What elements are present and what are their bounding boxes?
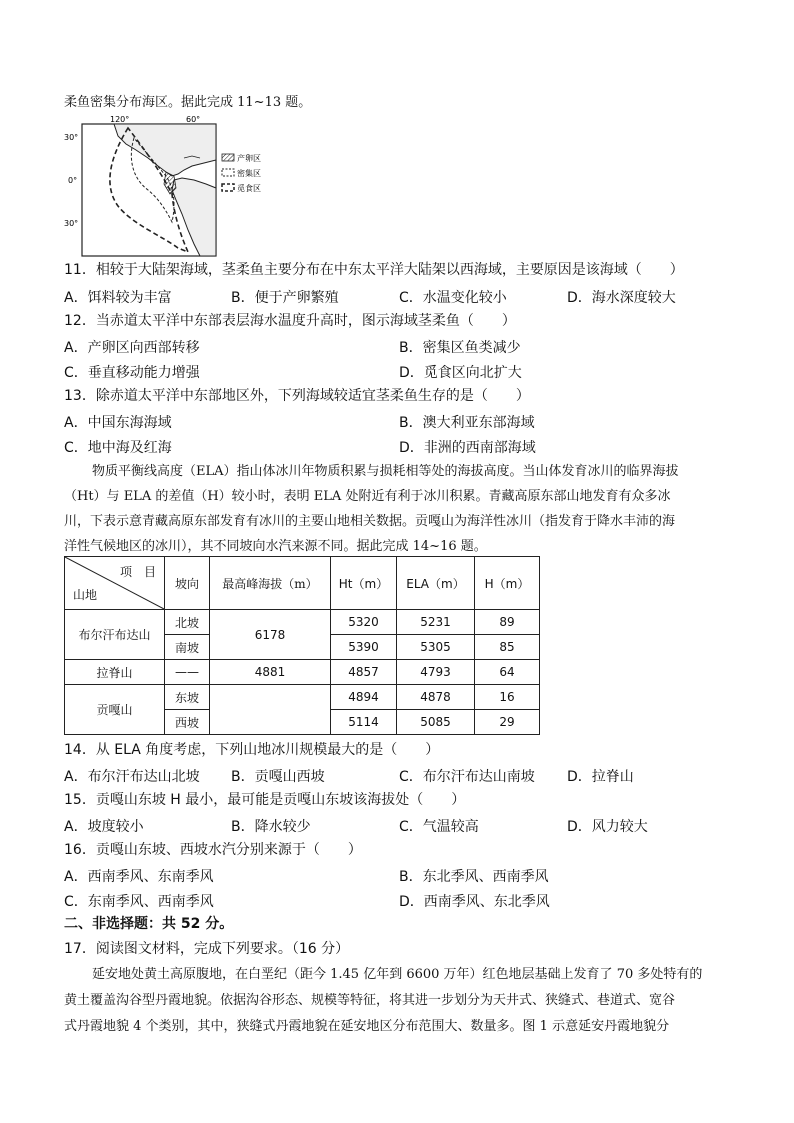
q17-passage-line2: 黄土覆盖沟谷型丹霞地貌。依据沟谷形态、规模等特征，将其进一步划分为天井式、狭缝式、巷道式、宽谷 [64, 993, 676, 1008]
q14-stem: 14．从 ELA 角度考虑，下列山地冰川规模最大的是（ ） [64, 742, 440, 758]
table-ela: 5305 [397, 635, 475, 660]
q12-stem: 12．当赤道太平洋中东部表层海水温度升高时，图示海域茎柔鱼（ ） [64, 313, 516, 329]
table-slope: 南坡 [165, 635, 210, 660]
table-corner-header [65, 557, 165, 610]
table-ht: 5114 [331, 710, 397, 735]
table-ht: 4894 [331, 685, 397, 710]
glacier-data-table [64, 556, 540, 735]
q16-option-a[interactable]: A．西南季风、东南季风 [64, 869, 214, 885]
table-header-ht: Ht（m） [331, 557, 397, 610]
table-ela: 4793 [397, 660, 475, 685]
lat-label-30n: 30° [64, 133, 79, 142]
table-mountain-2: 拉脊山 [65, 660, 165, 685]
q15-option-b[interactable]: B．降水较少 [231, 819, 311, 835]
table-header-peak: 最高峰海拔（m） [210, 557, 331, 610]
legend-feed-swatch [222, 184, 234, 191]
table-ela: 5085 [397, 710, 475, 735]
legend-dense: 密集区 [237, 169, 261, 178]
table-ela: 5231 [397, 610, 475, 635]
q17-passage-line1: 延安地处黄土高原腹地，在白垩纪（距今 1.45 亿年到 6600 万年）红色地层基础上发育了 70 多处特有的 [92, 967, 703, 982]
q15-option-c[interactable]: C．气温较高 [399, 819, 479, 835]
pacific-squid-map [62, 114, 302, 259]
legend-feed: 觅食区 [237, 184, 261, 193]
table-h: 89 [475, 610, 540, 635]
q13-option-c[interactable]: C．地中海及红海 [64, 440, 172, 456]
passage2-line1: 物质平衡线高度（ELA）指山体冰川年物质积累与损耗相等处的海拔高度。当山体发育冰川的临界海拔 [92, 464, 679, 479]
q12-option-d[interactable]: D．觅食区向北扩大 [399, 365, 522, 381]
table-header-ela: ELA（m） [397, 557, 475, 610]
lon-label-120: 120° [110, 115, 130, 124]
q14-option-d[interactable]: D．拉脊山 [567, 769, 634, 785]
lat-label-30s: 30° [64, 219, 79, 228]
q12-option-b[interactable]: B．密集区鱼类减少 [399, 340, 521, 356]
q11-option-b[interactable]: B．便于产卵繁殖 [231, 290, 339, 306]
q11-option-a[interactable]: A．饵料较为丰富 [64, 290, 172, 306]
lon-label-60: 60° [186, 115, 201, 124]
table-slope: 北坡 [165, 610, 210, 635]
table-slope: 西坡 [165, 710, 210, 735]
q15-stem: 15．贡嘎山东坡 H 最小，最可能是贡嘎山东坡该海拔处（ ） [64, 792, 466, 808]
q12-option-c[interactable]: C．垂直移动能力增强 [64, 365, 200, 381]
q16-stem: 16．贡嘎山东坡、西坡水汽分别来源于（ ） [64, 842, 362, 858]
intro-text: 柔鱼密集分布海区。据此完成 11~13 题。 [64, 95, 312, 110]
q14-option-b[interactable]: B．贡嘎山西坡 [231, 769, 325, 785]
q11-option-d[interactable]: D．海水深度较大 [567, 290, 676, 306]
q14-option-c[interactable]: C．布尔汗布达山南坡 [399, 769, 535, 785]
table-slope: —— [165, 660, 210, 685]
table-mountain-1: 布尔汗布达山 [65, 610, 165, 660]
table-mountain-3: 贡嘎山 [65, 685, 165, 735]
passage2-line2: （Ht）与 ELA 的差值（H）较小时，表明 ELA 处附近有利于冰川积累。青藏高原东部山地发育有众多冰 [64, 489, 671, 504]
table-peak: 4881 [210, 660, 331, 685]
q13-option-d[interactable]: D．非洲的西南部海域 [399, 440, 536, 456]
table-h: 16 [475, 685, 540, 710]
table-h: 85 [475, 635, 540, 660]
table-header-slope: 坡向 [165, 557, 210, 610]
passage2-line4: 洋性气候地区的冰川），其不同坡向水汽来源不同。据此完成 14~16 题。 [64, 539, 487, 554]
q11-stem: 11．相较于大陆架海域，茎柔鱼主要分布在中东太平洋大陆架以西海域，主要原因是该海域（ ） [64, 262, 684, 278]
table-header-item: 项 目 [119, 565, 156, 579]
table-ela: 4878 [397, 685, 475, 710]
table-peak: 6178 [210, 610, 331, 660]
q15-option-a[interactable]: A．坡度较小 [64, 819, 144, 835]
legend-spawn: 产卵区 [237, 154, 261, 163]
lat-label-0: 0° [68, 176, 78, 185]
q13-stem: 13．除赤道太平洋中东部地区外，下列海域较适宜茎柔鱼生存的是（ ） [64, 388, 530, 404]
table-ht: 4857 [331, 660, 397, 685]
table-peak-empty [210, 685, 331, 735]
table-h: 29 [475, 710, 540, 735]
passage2-line3: 川，下表示意青藏高原东部发育有冰川的主要山地相关数据。贡嘎山为海洋性冰川（指发育于降水丰沛的海 [64, 514, 676, 529]
q13-option-a[interactable]: A．中国东海海域 [64, 415, 172, 431]
legend-spawn-swatch [222, 154, 234, 161]
q15-option-d[interactable]: D．风力较大 [567, 819, 648, 835]
q17-passage-line3: 式丹霞地貌 4 个类别，其中，狭缝式丹霞地貌在延安地区分布范围大、数量多。图 1 示意延安丹霞地貌分 [64, 1019, 670, 1034]
table-header-mountain: 山地 [73, 588, 98, 602]
q12-option-a[interactable]: A．产卵区向西部转移 [64, 340, 200, 356]
q16-option-c[interactable]: C．东南季风、西南季风 [64, 894, 214, 910]
legend-dense-swatch [222, 169, 234, 176]
q11-option-c[interactable]: C．水温变化较小 [399, 290, 507, 306]
q16-option-d[interactable]: D．西南季风、东北季风 [399, 894, 550, 910]
q17-stem: 17．阅读图文材料，完成下列要求。（16 分） [64, 941, 350, 957]
q13-option-b[interactable]: B．澳大利亚东部海域 [399, 415, 535, 431]
table-header-h: H（m） [475, 557, 540, 610]
table-slope: 东坡 [165, 685, 210, 710]
table-ht: 5390 [331, 635, 397, 660]
table-ht: 5320 [331, 610, 397, 635]
section-heading: 二、非选择题：共 52 分。 [64, 916, 234, 932]
q14-option-a[interactable]: A．布尔汗布达山北坡 [64, 769, 200, 785]
q16-option-b[interactable]: B．东北季风、西南季风 [399, 869, 549, 885]
table-h: 64 [475, 660, 540, 685]
